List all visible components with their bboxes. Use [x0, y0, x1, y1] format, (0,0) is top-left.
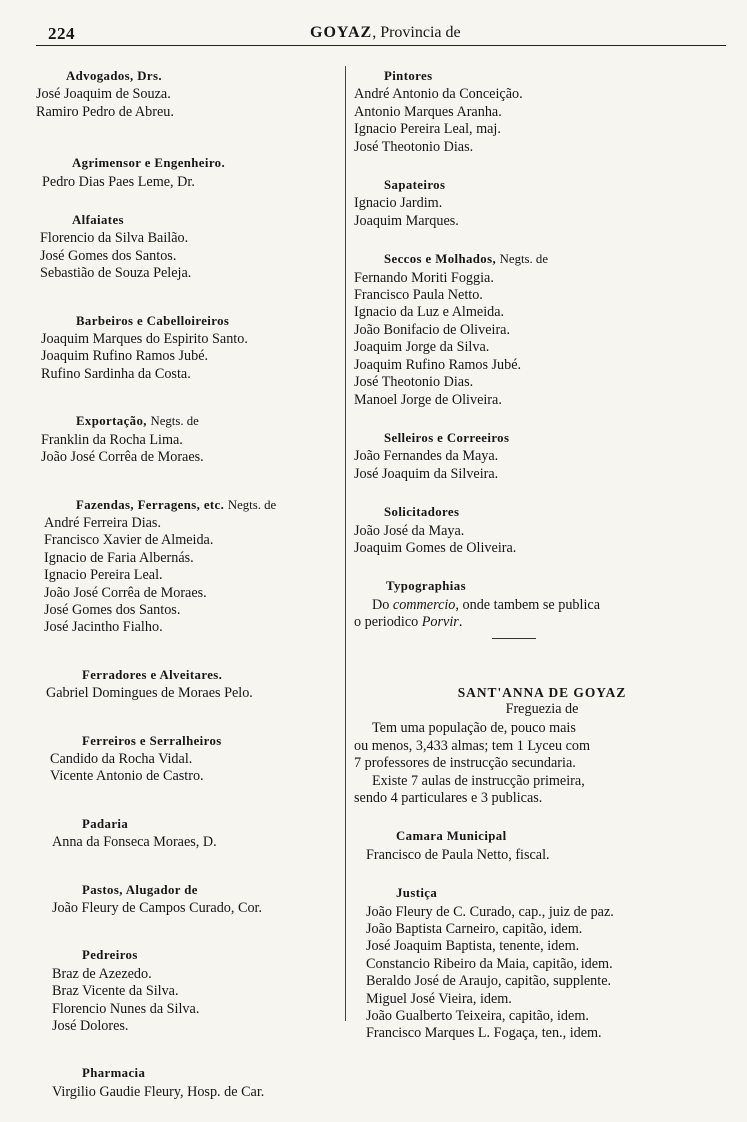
- list-item: João Fleury de C. Curado, cap., juiz de paz.: [366, 903, 614, 920]
- typographias-text: Do: [372, 596, 390, 613]
- running-title-rest: , Provincia de: [372, 24, 461, 41]
- section-sapateiros: [354, 177, 730, 230]
- list-item: Joaquim Marques.: [354, 212, 459, 229]
- running-title: [310, 24, 461, 42]
- list-item: José Jacintho Fialho.: [44, 619, 163, 636]
- population-line: Tem uma população de, pouco mais: [372, 720, 576, 737]
- section-heading-text: Seccos e Molhados,: [384, 252, 497, 267]
- list-item: João José Corrêa de Moraes.: [44, 584, 207, 601]
- typographias-text: .: [458, 614, 463, 631]
- list-item: Joaquim Jorge da Silva.: [354, 339, 490, 356]
- section-seccos: [354, 251, 730, 409]
- section-heading: Padaria: [82, 816, 129, 831]
- section-alfaiates: [36, 212, 336, 283]
- list-item: Francisco Paula Netto.: [354, 287, 483, 304]
- section-justica: [354, 885, 730, 1043]
- section-heading: Pastos, Alugador de: [82, 882, 198, 897]
- typographias-line-1: [354, 597, 730, 614]
- section-heading-note: Negts. de: [150, 414, 199, 429]
- population-line: 7 professores de instrucção secundaria.: [354, 755, 576, 772]
- list-item: Ignacio Jardim.: [354, 195, 443, 212]
- section-heading: [36, 413, 336, 430]
- list-item: Francisco Xavier de Almeida.: [44, 532, 214, 549]
- list-item: Joaquim Rufino Ramos Jubé.: [41, 348, 209, 365]
- list-item: Joaquim Marques do Espirito Santo.: [41, 331, 248, 348]
- list-item: André Ferreira Dias.: [44, 514, 161, 531]
- list-item: José Joaquim Baptista, tenente, idem.: [366, 938, 580, 955]
- section-heading: Pedreiros: [82, 948, 138, 963]
- page-number: 224: [48, 24, 75, 43]
- town-subtitle: Freguezia de: [505, 700, 579, 717]
- list-item: Virgilio Gaudie Fleury, Hosp. de Car.: [52, 1083, 265, 1100]
- right-column: [354, 68, 730, 1064]
- list-item: João Fernandes da Maya.: [354, 448, 499, 465]
- town-title: SANT'ANNA DE GOYAZ: [457, 684, 627, 700]
- left-column: [36, 68, 336, 1122]
- schools-line: sendo 4 particulares e 3 publicas.: [354, 790, 543, 806]
- section-heading-text: Fazendas, Ferragens, etc.: [76, 497, 225, 512]
- section-heading: [36, 497, 336, 514]
- section-ferradores: [36, 667, 336, 703]
- list-item: Sebastião de Souza Peleja.: [40, 265, 192, 282]
- list-item: João Baptista Carneiro, capitão, idem.: [366, 921, 583, 938]
- list-item: Ramiro Pedro de Abreu.: [36, 103, 174, 120]
- section-agrimensor: [36, 155, 336, 191]
- section-heading: Ferradores e Alveitares.: [82, 667, 223, 682]
- section-heading: Selleiros e Correeiros: [384, 430, 510, 445]
- header-rule: [36, 45, 726, 46]
- list-item: Ignacio da Luz e Almeida.: [354, 304, 505, 321]
- list-item: André Antonio da Conceição.: [354, 86, 523, 103]
- schools-line: Existe 7 aulas de instrucção primeira,: [372, 772, 585, 789]
- list-item: José Theotonio Dias.: [354, 374, 474, 391]
- newspaper-title-commercio: commercio: [392, 596, 456, 613]
- list-item: Braz de Azezedo.: [52, 965, 152, 982]
- typographias-text: , onde tambem se publica: [455, 596, 600, 613]
- section-heading: Sapateiros: [384, 178, 446, 193]
- section-heading: [354, 251, 730, 268]
- list-item: José Dolores.: [52, 1018, 129, 1035]
- section-pedreiros: [36, 947, 336, 1035]
- list-item: Constancio Ribeiro da Maia, capitão, idem.: [366, 955, 613, 972]
- list-item: Pedro Dias Paes Leme, Dr.: [42, 173, 195, 190]
- list-item: Gabriel Domingues de Moraes Pelo.: [46, 685, 253, 702]
- section-advogados: [36, 68, 336, 121]
- list-item: Florencio da Silva Bailão.: [40, 230, 189, 247]
- section-pintores: [354, 68, 730, 156]
- list-item: Ignacio de Faria Albernás.: [44, 549, 194, 566]
- list-item: Ignacio Pereira Leal.: [44, 567, 163, 584]
- list-item: Fernando Moriti Foggia.: [354, 269, 494, 286]
- list-item: Vicente Antonio de Castro.: [50, 768, 204, 785]
- list-item: Miguel José Vieira, idem.: [366, 990, 512, 1007]
- section-solicitadores: [354, 504, 730, 557]
- column-divider: [345, 66, 346, 1021]
- section-heading-note: Negts. de: [499, 252, 549, 267]
- list-item: Francisco de Paula Netto, fiscal.: [366, 846, 550, 863]
- list-item: Rufino Sardinha da Costa.: [41, 365, 191, 382]
- list-item: José Joaquim da Silveira.: [354, 465, 499, 482]
- section-camara: [354, 828, 730, 864]
- section-barbeiros: [36, 313, 336, 384]
- section-heading: Alfaiates: [72, 213, 124, 228]
- section-selleiros: [354, 430, 730, 483]
- list-item: Joaquim Rufino Ramos Jubé.: [354, 356, 522, 373]
- section-heading: Typographias: [386, 579, 466, 594]
- list-item: Antonio Marques Aranha.: [354, 103, 502, 120]
- section-heading: Agrimensor e Engenheiro.: [72, 156, 226, 171]
- list-item: Anna da Fonseca Moraes, D.: [52, 834, 217, 851]
- list-item: João José da Maya.: [354, 522, 465, 539]
- list-item: José Joaquim de Souza.: [36, 86, 171, 103]
- typographias-line-2: [354, 614, 730, 631]
- population-line: ou menos, 3,433 almas; tem 1 Lyceu com: [354, 737, 591, 754]
- list-item: Braz Vicente da Silva.: [52, 983, 179, 1000]
- section-heading: Justiça: [396, 886, 438, 901]
- list-item: Candido da Rocha Vidal.: [50, 750, 193, 767]
- section-end-rule: [492, 638, 536, 639]
- section-heading: Pharmacia: [82, 1066, 146, 1081]
- section-pastos: [36, 882, 336, 918]
- running-title-province: GOYAZ: [310, 24, 373, 41]
- list-item: João Fleury de Campos Curado, Cor.: [52, 900, 263, 916]
- section-exportacao: [36, 413, 336, 466]
- section-heading-note: Negts. de: [227, 497, 277, 512]
- list-item: José Gomes dos Santos.: [44, 601, 181, 618]
- list-item: Joaquim Gomes de Oliveira.: [354, 539, 517, 556]
- list-item: Florencio Nunes da Silva.: [52, 1000, 200, 1017]
- list-item: João Gualberto Teixeira, capitão, idem.: [366, 1008, 589, 1025]
- section-fazendas: [36, 497, 336, 637]
- section-heading: Camara Municipal: [396, 829, 507, 844]
- list-item: João José Corrêa de Moraes.: [41, 449, 204, 466]
- list-item: João Bonifacio de Oliveira.: [354, 321, 511, 338]
- section-padaria: [36, 816, 336, 852]
- typographias-text: o periodico: [354, 614, 419, 631]
- list-item: Ignacio Pereira Leal, maj.: [354, 121, 501, 138]
- section-heading-text: Exportação,: [76, 414, 147, 429]
- section-heading: Ferreiros e Serralheiros: [82, 733, 222, 748]
- list-item: José Theotonio Dias.: [354, 138, 474, 155]
- section-heading: Barbeiros e Cabelloireiros: [76, 313, 230, 328]
- section-heading: Advogados, Drs.: [66, 69, 162, 83]
- section-heading: Pintores: [384, 69, 433, 83]
- list-item: José Gomes dos Santos.: [40, 247, 177, 264]
- list-item: Manoel Jorge de Oliveira.: [354, 391, 502, 408]
- section-heading: Solicitadores: [384, 505, 460, 520]
- list-item: Franklin da Rocha Lima.: [41, 431, 183, 448]
- section-typographias: [354, 578, 730, 638]
- list-item: Beraldo José de Araujo, capitão, supplente.: [366, 973, 612, 990]
- section-ferreiros: [36, 733, 336, 786]
- newspaper-title-porvir: Porvir: [421, 614, 459, 631]
- section-pharmacia: [36, 1065, 336, 1101]
- list-item: Francisco Marques L. Fogaça, ten., idem.: [366, 1025, 602, 1042]
